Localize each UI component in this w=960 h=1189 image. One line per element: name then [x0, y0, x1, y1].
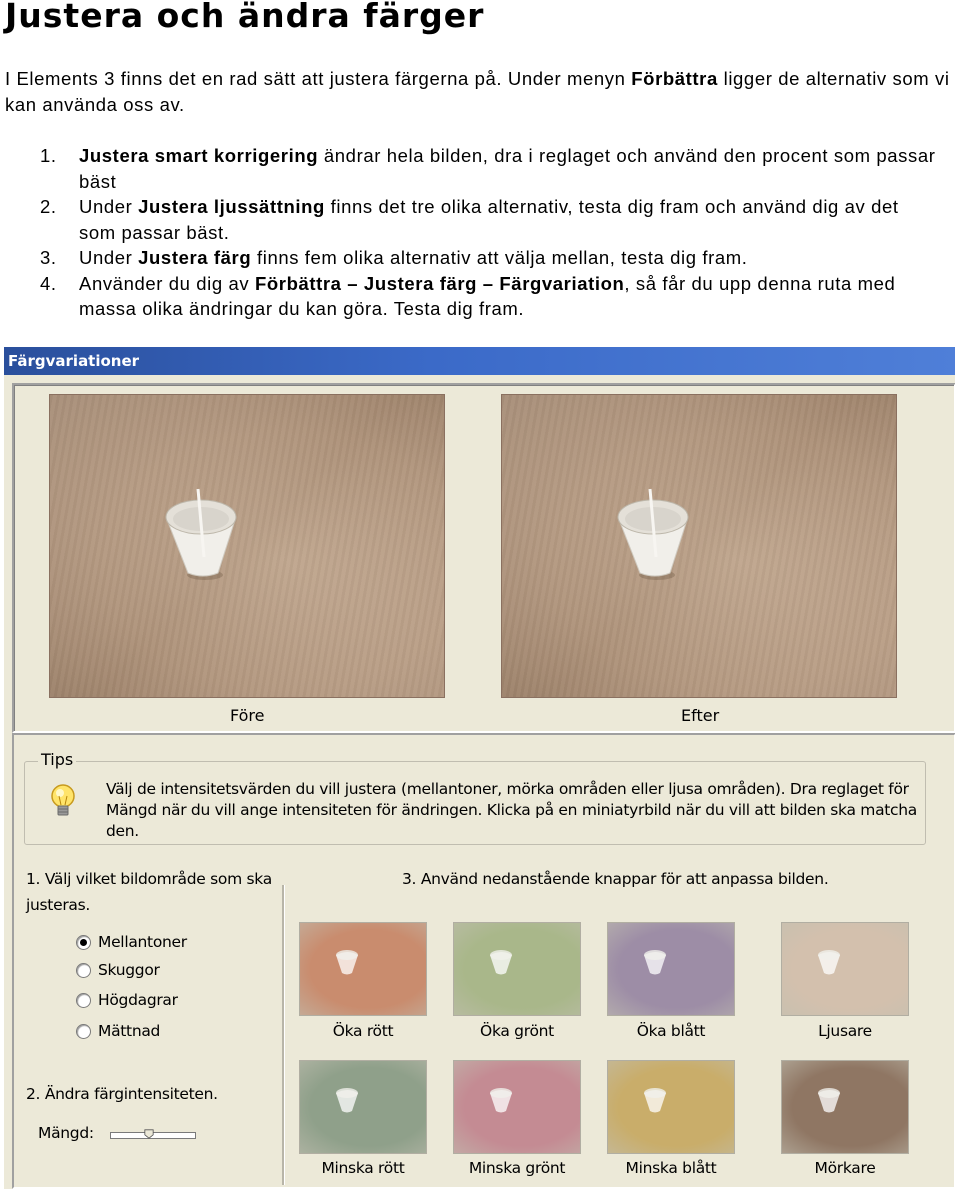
cup-image — [782, 923, 908, 1015]
list-item-text: ändrar hela bilden, dra i reglaget och använd den procent som passar bäst — [79, 145, 936, 192]
variation-label: Minska rött — [321, 1159, 405, 1177]
preview-panel — [12, 383, 955, 733]
list-item-number: 3. — [40, 247, 57, 268]
list-item-text: Under — [79, 247, 139, 268]
page-title: Justera och ändra färger — [5, 0, 485, 35]
variation-thumbnail[interactable] — [300, 1061, 426, 1153]
cup-image — [610, 487, 700, 587]
amount-slider-thumb[interactable] — [143, 1129, 155, 1139]
variation-thumbnail[interactable] — [300, 923, 426, 1015]
radio-label: Mättnad — [98, 1022, 161, 1040]
steps-list — [40, 143, 940, 322]
variation-thumbnail[interactable] — [608, 923, 734, 1015]
intro-text-post: ligger de alternativ som vi kan använda oss av. — [5, 68, 950, 115]
radio-mättnad[interactable] — [76, 1022, 160, 1040]
list-item — [40, 245, 940, 271]
cup-image — [454, 1061, 580, 1153]
list-item-number: 4. — [40, 272, 57, 294]
variation-thumbnail[interactable] — [454, 1061, 580, 1153]
intro-paragraph — [5, 66, 955, 117]
cup-image — [300, 923, 426, 1015]
list-item — [40, 143, 940, 194]
radio-högdagrar[interactable] — [76, 991, 178, 1009]
radio-button[interactable] — [76, 935, 91, 950]
step1-label — [26, 866, 272, 918]
list-item-number: 2. — [40, 196, 57, 217]
radio-label: Skuggor — [98, 961, 160, 979]
variation-thumbnail[interactable] — [782, 1061, 908, 1153]
list-item-bold: Förbättra – Justera färg – Färgvariation — [254, 272, 625, 294]
tips-text: Välj de intensitetsvärden du vill justera (mellantoner, mörka områden eller ljusa områden). Dra reglaget för Mängd när du vill ange intensiteten för ändringen. Klicka på en miniatyrbild när du vill att bilden ska matcha den. — [106, 780, 918, 840]
divider — [282, 885, 285, 1185]
after-label: Efter — [681, 706, 720, 725]
variation-label: Öka grönt — [480, 1022, 554, 1040]
after-photo — [502, 395, 896, 697]
lightbulb-icon — [50, 783, 76, 823]
list-item-bold: Justera färg — [138, 247, 252, 268]
list-item-number: 1. — [40, 145, 57, 166]
variation-label: Öka blått — [636, 1022, 706, 1040]
intro-text-pre: I Elements 3 finns det en rad sätt att justera färgerna på. Under menyn — [5, 68, 632, 89]
step2-label: 2. Ändra färgintensiteten. — [26, 1085, 218, 1103]
cup-image — [300, 1061, 426, 1153]
controls-panel — [12, 733, 955, 1189]
radio-button[interactable] — [76, 963, 91, 978]
radio-skuggor[interactable] — [76, 961, 160, 979]
variation-label: Minska grönt — [468, 1159, 566, 1177]
variation-label: Öka rött — [332, 1022, 394, 1040]
radio-mellantoner[interactable] — [76, 933, 187, 951]
step1-line2: justeras. — [26, 896, 90, 914]
intro-menu-name: Förbättra — [631, 68, 718, 89]
list-item-text: finns fem olika alternativ att välja mellan, testa dig fram. — [251, 247, 748, 268]
before-label: Före — [230, 706, 265, 725]
variation-thumbnail[interactable] — [608, 1061, 734, 1153]
list-item-bold: Justera ljussättning — [138, 196, 325, 217]
step3-label: 3. Använd nedanstående knappar för att anpassa bilden. — [402, 870, 829, 888]
step1-line1: 1. Välj vilket bildområde som ska — [26, 870, 272, 888]
cup-image — [608, 1061, 734, 1153]
before-photo — [50, 395, 444, 697]
variation-label: Ljusare — [818, 1022, 872, 1040]
radio-label: Högdagrar — [98, 991, 178, 1009]
list-item — [40, 194, 940, 245]
radio-button[interactable] — [76, 1024, 91, 1039]
list-item-text: Använder du dig av — [79, 272, 255, 294]
dialog-titlebar[interactable]: Färgvariationer — [4, 347, 955, 375]
variation-label: Minska blått — [625, 1159, 717, 1177]
list-item-bold: Justera smart korrigering — [79, 145, 319, 166]
variation-thumbnail[interactable] — [782, 923, 908, 1015]
list-item-text: , så får du upp denna ruta med massa olika ändringar du kan göra. Testa dig fram. — [79, 272, 896, 319]
list-item-text: finns det tre olika alternativ, testa dig fram och använd dig av det som passar bäst. — [79, 196, 899, 243]
radio-label: Mellantoner — [98, 933, 187, 951]
cup-image — [454, 923, 580, 1015]
list-item — [40, 271, 940, 322]
cup-image — [782, 1061, 908, 1153]
cup-image — [158, 487, 248, 587]
color-variations-dialog — [4, 347, 955, 1189]
cup-image — [608, 923, 734, 1015]
variation-thumbnail[interactable] — [454, 923, 580, 1015]
variation-label: Mörkare — [814, 1159, 876, 1177]
radio-button[interactable] — [76, 993, 91, 1008]
tips-legend: Tips — [38, 750, 76, 769]
list-item-text: Under — [79, 196, 139, 217]
amount-label: Mängd: — [38, 1124, 94, 1142]
